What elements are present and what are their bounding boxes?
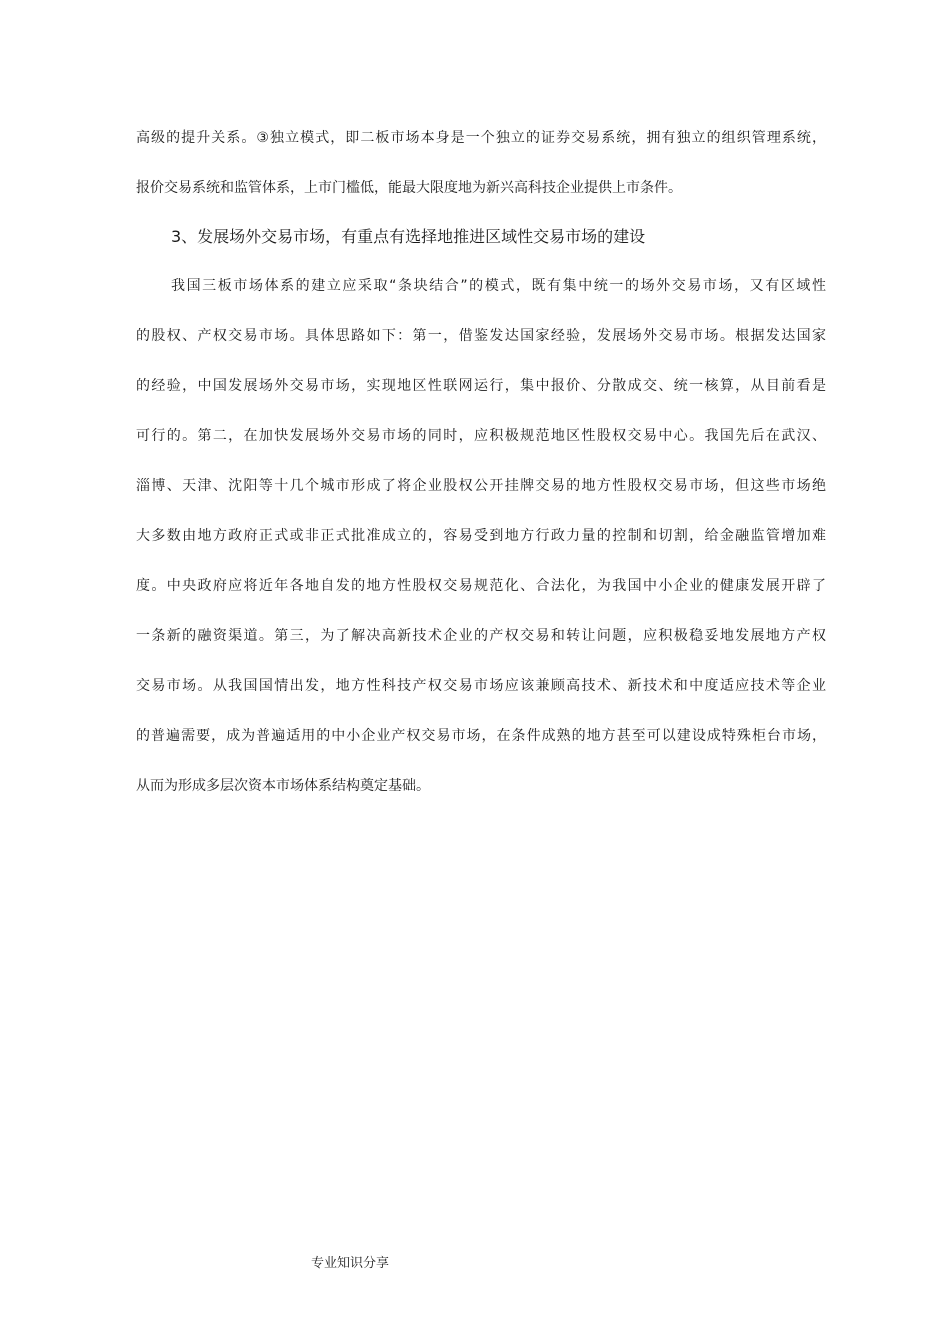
paragraph-line: 一条新的融资渠道。第三，为了解决高新技术企业的产权交易和转让问题，应积极稳妥地发展地方产权: [136, 628, 826, 644]
paragraph-line: 淄博、天津、沈阳等十几个城市形成了将企业股权公开挂牌交易的地方性股权交易市场，但这些市场绝: [136, 478, 826, 494]
page-footer: 专业知识分享: [311, 1256, 390, 1271]
section-heading: 3、发展场外交易市场，有重点有选择地推进区域性交易市场的建设: [171, 227, 646, 246]
paragraph-line: 交易市场。从我国国情出发，地方性科技产权交易市场应该兼顾高技术、新技术和中度适应技术等企业: [136, 678, 826, 694]
paragraph-line: 可行的。第二，在加快发展场外交易市场的同时，应积极规范地区性股权交易中心。我国先后在武汉、: [136, 428, 826, 444]
paragraph-line: 报价交易系统和监管体系，上市门槛低，能最大限度地为新兴高科技企业提供上市条件。: [136, 180, 682, 196]
paragraph-line: 的普遍需要，成为普遍适用的中小企业产权交易市场，在条件成熟的地方甚至可以建设成特殊柜台市场，: [136, 728, 826, 744]
paragraph-line: 高级的提升关系。③独立模式，即二板市场本身是一个独立的证券交易系统，拥有独立的组织管理系统，: [136, 130, 826, 146]
paragraph-line: 的股权、产权交易市场。具体思路如下：第一，借鉴发达国家经验，发展场外交易市场。根据发达国家: [136, 328, 826, 344]
paragraph-line: 度。中央政府应将近年各地自发的地方性股权交易规范化、合法化，为我国中小企业的健康发展开辟了: [136, 578, 826, 594]
paragraph-line: 大多数由地方政府正式或非正式批准成立的，容易受到地方行政力量的控制和切割，给金融监管增加难: [136, 528, 826, 544]
paragraph-line: 的经验，中国发展场外交易市场，实现地区性联网运行，集中报价、分散成交、统一核算，从目前看是: [136, 378, 826, 394]
paragraph-line: 我国三板市场体系的建立应采取“条块结合”的模式，既有集中统一的场外交易市场，又有区域性: [171, 278, 826, 294]
paragraph-line: 从而为形成多层次资本市场体系结构奠定基础。: [136, 778, 430, 794]
